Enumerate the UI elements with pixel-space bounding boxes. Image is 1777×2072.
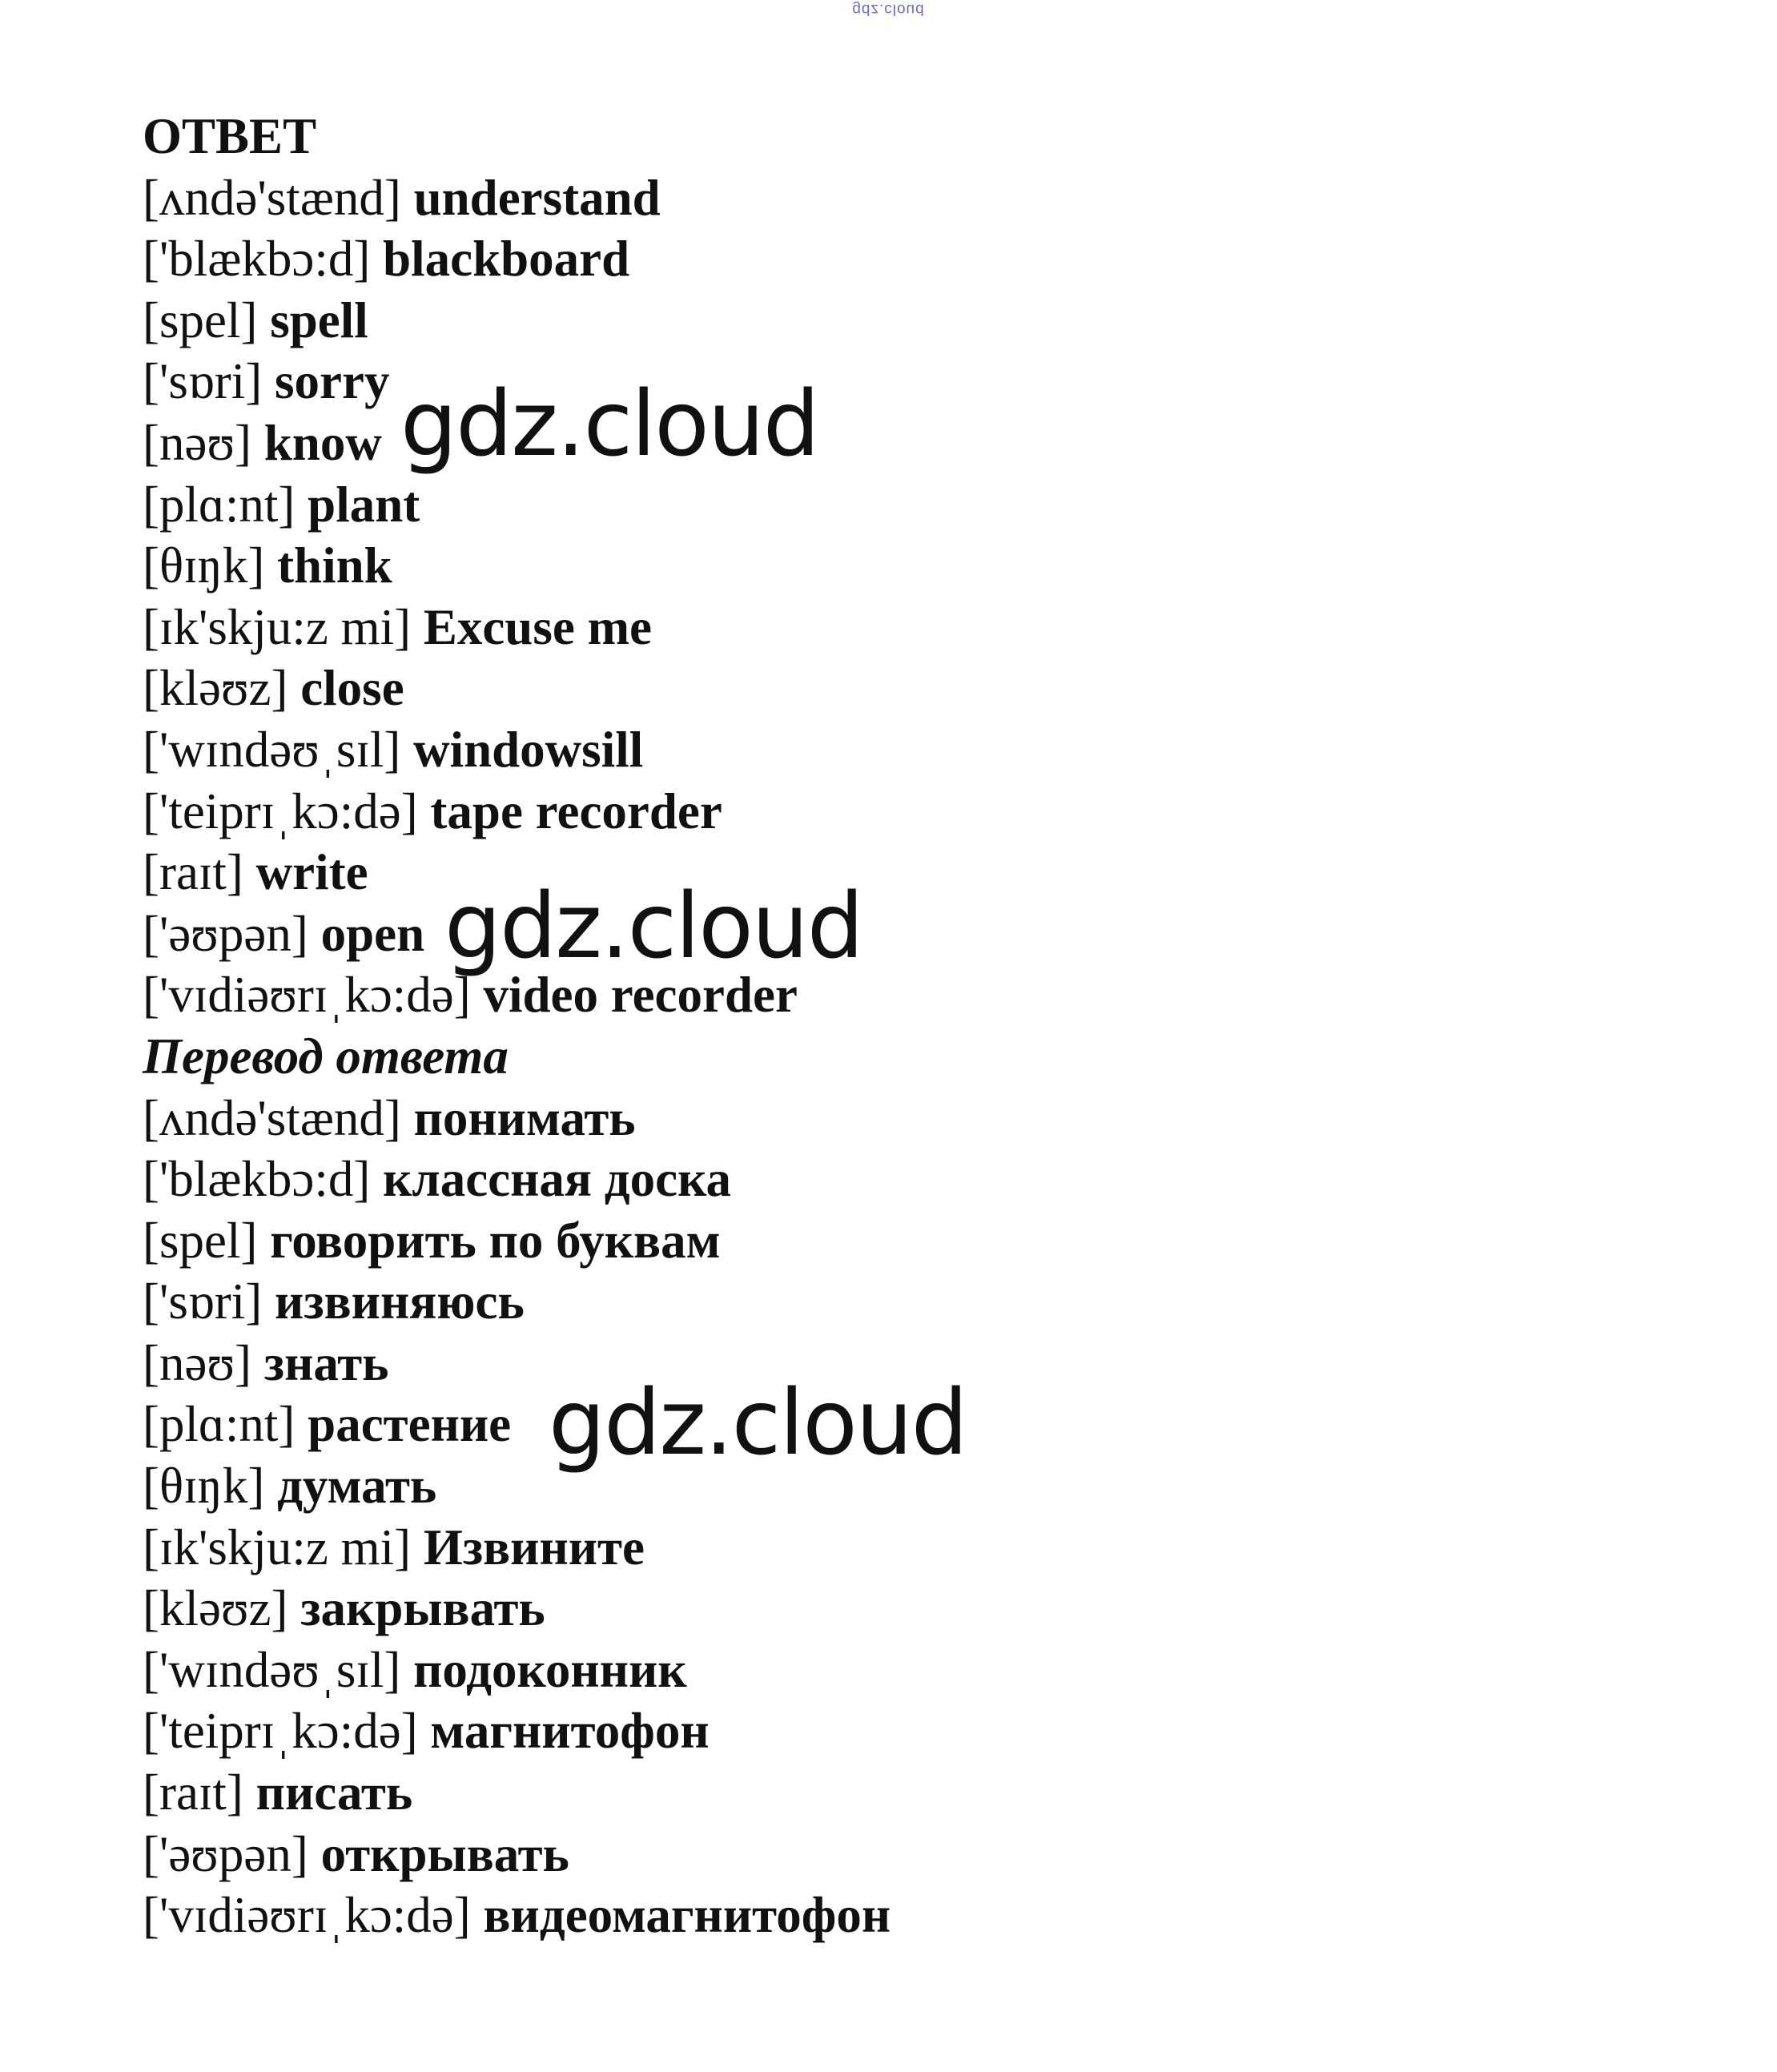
- translation-row: [143, 1210, 891, 1272]
- answer-row: [143, 719, 891, 781]
- english-word: spell: [270, 292, 368, 348]
- english-word: Excuse me: [423, 598, 653, 655]
- translation-heading: Перевод ответа: [143, 1028, 509, 1084]
- transcription: [ɪk'skju:z mi]: [143, 1519, 412, 1575]
- english-word: blackboard: [383, 231, 630, 288]
- transcription: ['sɒri]: [143, 1273, 263, 1330]
- russian-word: подоконник: [413, 1641, 687, 1698]
- transcription: [nəʊ]: [143, 1334, 251, 1391]
- russian-word: извиняюсь: [275, 1273, 525, 1330]
- watermark: gdz.cloud: [444, 875, 862, 979]
- answer-row: [143, 535, 891, 597]
- russian-word: видеомагнитофон: [483, 1887, 891, 1944]
- watermark: gdz.cloud: [400, 372, 818, 477]
- russian-word: растение: [308, 1396, 512, 1453]
- english-word: think: [277, 537, 392, 594]
- translation-row: [143, 1517, 891, 1579]
- transcription: ['teiprɪˌkɔ:də]: [143, 783, 418, 839]
- answer-row: [143, 290, 891, 352]
- transcription: ['əʊpən]: [143, 1825, 308, 1882]
- russian-word: знать: [263, 1334, 389, 1391]
- english-word: plant: [308, 476, 420, 533]
- transcription: ['əʊpən]: [143, 905, 308, 962]
- watermark: gdz.cloud: [549, 1371, 967, 1475]
- transcription: [ɪk'skju:z mi]: [143, 598, 412, 655]
- transcription: ['sɒri]: [143, 353, 263, 410]
- translation-row: [143, 1088, 891, 1149]
- russian-word: писать: [255, 1764, 413, 1821]
- transcription: [raɪt]: [143, 1764, 243, 1821]
- transcription: [ʌndə'stænd]: [143, 1089, 401, 1146]
- translation-row: [143, 1700, 891, 1762]
- transcription: ['blækbɔ:d]: [143, 231, 371, 288]
- russian-word: классная доска: [383, 1151, 731, 1208]
- transcription: [θɪŋk]: [143, 537, 265, 594]
- russian-word: говорить по буквам: [270, 1212, 721, 1269]
- english-word: sorry: [275, 353, 390, 410]
- answer-row: [143, 228, 891, 290]
- translation-row: [143, 1578, 891, 1639]
- english-word: windowsill: [413, 721, 644, 778]
- russian-word: магнитофон: [430, 1703, 710, 1760]
- transcription: ['wɪndəʊˌsɪl]: [143, 721, 401, 778]
- transcription: ['wɪndəʊˌsɪl]: [143, 1641, 401, 1698]
- transcription: [plɑ:nt]: [143, 1396, 295, 1453]
- russian-word: думать: [277, 1458, 437, 1515]
- english-word: know: [263, 414, 382, 471]
- transcription: [ʌndə'stænd]: [143, 169, 401, 226]
- english-word: write: [255, 844, 368, 901]
- english-word: open: [320, 905, 425, 962]
- top-watermark: gdz.cloud: [852, 1, 925, 18]
- transcription: [spel]: [143, 292, 258, 348]
- transcription: ['teiprɪˌkɔ:də]: [143, 1703, 418, 1760]
- translation-row: [143, 1824, 891, 1885]
- translation-row: [143, 1271, 891, 1333]
- english-word: understand: [413, 169, 661, 226]
- answer-row: [143, 658, 891, 719]
- transcription: [kləʊz]: [143, 660, 288, 717]
- russian-word: Извините: [423, 1519, 645, 1575]
- translation-list: [143, 1088, 891, 1946]
- english-word: video recorder: [483, 967, 798, 1024]
- transcription: [kləʊz]: [143, 1580, 288, 1637]
- russian-word: понимать: [413, 1089, 636, 1146]
- translation-row: [143, 1762, 891, 1824]
- russian-word: открывать: [320, 1825, 569, 1882]
- answer-row: [143, 597, 891, 658]
- russian-word: закрывать: [300, 1580, 545, 1637]
- translation-row: [143, 1149, 891, 1210]
- transcription: ['vɪdiəʊrɪˌkɔ:də]: [143, 967, 471, 1024]
- transcription: [θɪŋk]: [143, 1458, 265, 1515]
- transcription: ['blækbɔ:d]: [143, 1151, 371, 1208]
- answer-row: [143, 474, 891, 536]
- translation-row: [143, 1639, 891, 1701]
- english-word: close: [300, 660, 404, 717]
- answer-row: [143, 167, 891, 229]
- transcription: [spel]: [143, 1212, 258, 1269]
- answer-row: [143, 781, 891, 843]
- transcription: [raɪt]: [143, 844, 243, 901]
- answer-heading: ОТВЕТ: [143, 108, 317, 164]
- transcription: [plɑ:nt]: [143, 476, 295, 533]
- transcription: ['vɪdiəʊrɪˌkɔ:də]: [143, 1887, 471, 1944]
- english-word: tape recorder: [430, 783, 722, 839]
- translation-row: [143, 1885, 891, 1946]
- transcription: [nəʊ]: [143, 414, 251, 471]
